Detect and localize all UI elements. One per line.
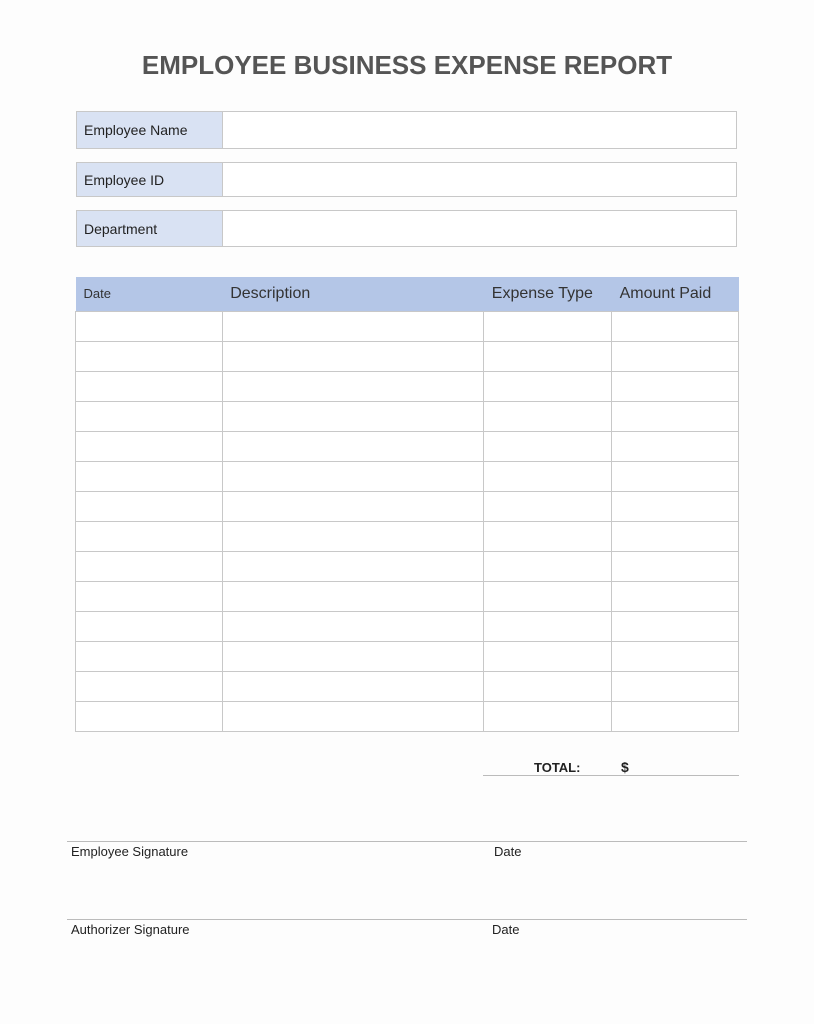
amount-paid-cell[interactable] (612, 701, 739, 731)
description-cell[interactable] (222, 341, 484, 371)
amount-paid-cell[interactable] (612, 371, 739, 401)
description-cell[interactable] (222, 431, 484, 461)
expense-type-cell[interactable] (484, 671, 612, 701)
table-header (76, 277, 739, 311)
description-cell[interactable] (222, 461, 484, 491)
employee-signature-line[interactable] (67, 841, 747, 842)
description-cell[interactable] (222, 311, 484, 341)
expense-table (75, 277, 739, 732)
department-field (76, 210, 737, 247)
date-cell[interactable] (76, 341, 223, 371)
description-cell[interactable] (222, 401, 484, 431)
description-cell[interactable] (222, 701, 484, 731)
expense-type-cell[interactable] (484, 521, 612, 551)
employee-id-field (76, 162, 737, 197)
date-cell[interactable] (76, 521, 223, 551)
amount-paid-cell[interactable] (612, 551, 739, 581)
table-row (76, 551, 739, 581)
department-label: Department (77, 211, 223, 246)
expense-type-cell[interactable] (484, 401, 612, 431)
description-cell[interactable] (222, 491, 484, 521)
employee-name-input[interactable] (223, 112, 736, 148)
table-row (76, 491, 739, 521)
date-cell[interactable] (76, 581, 223, 611)
expense-type-cell[interactable] (484, 611, 612, 641)
table-row (76, 701, 739, 731)
date-cell[interactable] (76, 491, 223, 521)
employee-id-label: Employee ID (77, 163, 223, 196)
date-cell[interactable] (76, 611, 223, 641)
expense-type-cell[interactable] (484, 431, 612, 461)
expense-type-cell[interactable] (484, 461, 612, 491)
total-line (483, 775, 739, 776)
column-date: Date (76, 277, 223, 311)
employee-name-field (76, 111, 737, 149)
table-row (76, 671, 739, 701)
description-cell[interactable] (222, 671, 484, 701)
amount-paid-cell[interactable] (612, 341, 739, 371)
amount-paid-cell[interactable] (612, 311, 739, 341)
description-cell[interactable] (222, 551, 484, 581)
description-cell[interactable] (222, 521, 484, 551)
amount-paid-cell[interactable] (612, 461, 739, 491)
expense-type-cell[interactable] (484, 371, 612, 401)
employee-name-label: Employee Name (77, 112, 223, 148)
expense-type-cell[interactable] (484, 341, 612, 371)
table-row (76, 611, 739, 641)
date-cell[interactable] (76, 401, 223, 431)
column-expense-type: Expense Type (484, 277, 612, 311)
expense-type-cell[interactable] (484, 491, 612, 521)
description-cell[interactable] (222, 581, 484, 611)
column-amount-paid: Amount Paid (612, 277, 739, 311)
amount-paid-cell[interactable] (612, 611, 739, 641)
amount-paid-cell[interactable] (612, 641, 739, 671)
date-cell[interactable] (76, 641, 223, 671)
date-cell[interactable] (76, 461, 223, 491)
date-cell[interactable] (76, 701, 223, 731)
total-currency: $ (621, 759, 629, 775)
expense-type-cell[interactable] (484, 311, 612, 341)
amount-paid-cell[interactable] (612, 401, 739, 431)
amount-paid-cell[interactable] (612, 671, 739, 701)
column-description: Description (222, 277, 484, 311)
table-row (76, 341, 739, 371)
expense-type-cell[interactable] (484, 581, 612, 611)
table-row (76, 521, 739, 551)
expense-type-cell[interactable] (484, 701, 612, 731)
description-cell[interactable] (222, 641, 484, 671)
employee-signature-date-label: Date (494, 844, 522, 859)
department-input[interactable] (223, 211, 736, 246)
authorizer-signature-label: Authorizer Signature (71, 922, 190, 937)
date-cell[interactable] (76, 371, 223, 401)
total-label: TOTAL: (534, 760, 581, 775)
date-cell[interactable] (76, 551, 223, 581)
table-row (76, 581, 739, 611)
expense-type-cell[interactable] (484, 641, 612, 671)
date-cell[interactable] (76, 431, 223, 461)
amount-paid-cell[interactable] (612, 581, 739, 611)
table-row (76, 371, 739, 401)
date-cell[interactable] (76, 671, 223, 701)
table-row (76, 311, 739, 341)
amount-paid-cell[interactable] (612, 431, 739, 461)
description-cell[interactable] (222, 611, 484, 641)
amount-paid-cell[interactable] (612, 491, 739, 521)
employee-signature-label: Employee Signature (71, 844, 189, 859)
table-row (76, 401, 739, 431)
date-cell[interactable] (76, 311, 223, 341)
authorizer-signature-line[interactable] (67, 919, 747, 920)
page-title: EMPLOYEE BUSINESS EXPENSE REPORT (141, 50, 673, 80)
table-row (76, 641, 739, 671)
expense-type-cell[interactable] (484, 551, 612, 581)
employee-id-input[interactable] (223, 163, 736, 196)
authorizer-signature-date-label: Date (492, 922, 520, 937)
amount-paid-cell[interactable] (612, 521, 739, 551)
table-row (76, 461, 739, 491)
table-row (76, 431, 739, 461)
description-cell[interactable] (222, 371, 484, 401)
